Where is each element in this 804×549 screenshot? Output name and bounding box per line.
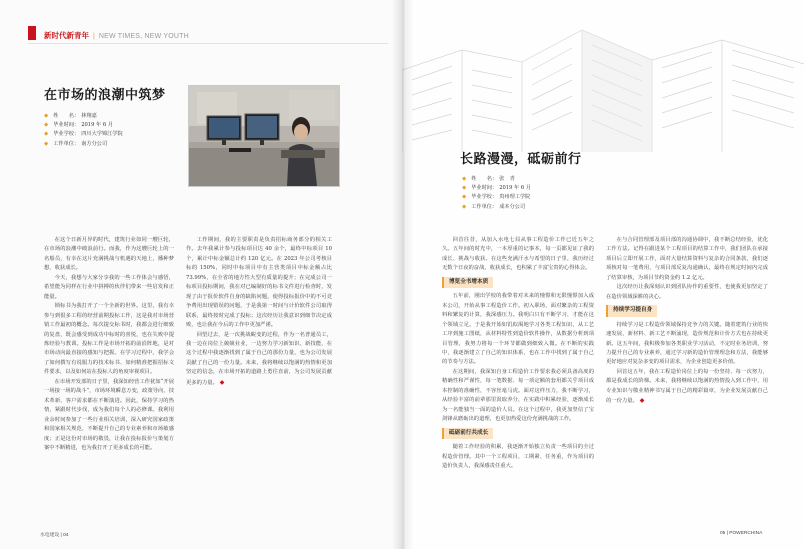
info-row xyxy=(462,184,531,193)
info-key: 毕业学校： xyxy=(471,194,498,201)
info-key: 姓 名： xyxy=(471,176,498,182)
info-key: 工作单位： xyxy=(53,140,80,147)
info-row xyxy=(44,140,123,149)
info-key: 毕业时间： xyxy=(53,122,80,129)
paragraph-text: 持续学习是工程造价领域保持竞争力的关键。随着建筑行业的快速发展，新材料、新工艺不断涌现，造价规范和计价方式也在持续更新。这五年间，我积极参加各类职业学习活动，不定时业务培训，努力提升自己的专业素养，通过学习新的造价管理理念和方法，我能够更好地应对复杂多变的项目需求，为企业创造更多价值。 xyxy=(606,321,768,366)
info-key: 毕业学校： xyxy=(53,131,80,138)
paragraph-text: 回望过去，是一次挑战蜕变的过程，作为一名普通员工，我一边在岗位上兢兢业业，一边努力学习新知识、新技能，在这个过程中我逐渐找到了属于自己的那份力量，也为公司发展贡献了自己的一份力量。未来，我将继续以饱满的热情和更加坚定的信念，在市场开拓的道路上勇往直前，为公司发展贡献更多的力量。 xyxy=(186,331,332,386)
bullet-diamond-icon: ◆ xyxy=(44,122,49,129)
info-row xyxy=(44,130,123,139)
end-mark-icon: ◆ xyxy=(217,378,225,386)
section-heading: 砥砺前行共成长 xyxy=(442,428,493,439)
right-footer: 05 | POWERCHINA xyxy=(720,531,763,536)
info-value: 2019 年 6 月 xyxy=(81,122,114,129)
paragraph-text: 在这期间，我深知自身工程造价工作要求我必须具备高度的精确性和严谨性，每一笔数据、每一项定额的套用都关乎项目成本控制的准确性，不容丝毫马虎。面对这样压力，我不断学习，从经验丰富的前辈那里汲取养分，在实践中积累经验，逐渐成长为一名能独当一面的造价人员。在这个过程中，我更加坚信了宝剑锋从磨砺出的道理，也更加热爱这份充满挑战的工作。 xyxy=(442,368,594,423)
right-article-column-2 xyxy=(606,236,768,407)
info-row xyxy=(462,203,531,212)
paragraph-text: 随着工作经验的积累，我逐渐开始独立负责一些项目的全过程造价管理。其中一个工程项目，工期紧、任务重，作为项目的造价负责人，我深感责任重大。 xyxy=(442,444,594,469)
info-row xyxy=(462,193,531,202)
paragraph xyxy=(606,236,768,283)
info-value: 南方分公司 xyxy=(81,140,108,147)
info-value: 林翔嘉 xyxy=(81,113,97,119)
building-illustration xyxy=(402,0,804,152)
paragraph-text: 锁标书为我打开了一个全新的世界。这里，我有幸参与到很多工程的经营前期投标工作，这是我对市场营销工作最初的概念。每次提交标书时，我都会进行细致的复盘，既会感受到成功中标时的喜悦，也在失败中提炼经验与教训。投标工作是市场开拓的前沿阵地，是对市场动向最直接的感知与把握。在学习过程中，我学会了如何撰写有说服力的技术标书、如何精准把握招标文件要求，以及如何站在投标人的角度审视项目。 xyxy=(44,303,174,376)
bullet-diamond-icon: ◆ xyxy=(462,203,467,210)
header-separator: | xyxy=(93,33,95,40)
paragraph-text: 工作期间，我的主要职责是负责招标商务部分的相关工作。去年我累计参与投标项目达 40 余个，最终中标项目 10 个，累计中标金额总计约 120 亿元。在 2023 年公司考核目标的 150%，同时中标项目中有主营类项目中标金额占比 73.99%，在全省的地方性大型有质量的提升；在完成公司一标项目投标期间，我在对已编制好的标书文件进行检查时，发现了由于报价软件自身的缺陷问题，使得投标报价中的不可竞争费用出现错误的问题，于是我第一时间与计价软件公司取得联系，最终按时完成了投标；这次经历让我意识到细节决定成败，也让我在今后的工作中更加严谨。 xyxy=(186,237,332,329)
paragraph-text: 这次经历让我深刻认识到团队协作的重要性，也使我更加坚定了在造价领域深耕的决心。 xyxy=(606,284,768,300)
paragraph xyxy=(44,274,174,302)
paragraph xyxy=(442,236,594,274)
info-value: 四川大学锦江学院 xyxy=(81,131,123,138)
header-rule xyxy=(28,43,388,44)
paragraph xyxy=(186,236,332,331)
left-page-header xyxy=(44,30,189,41)
info-row xyxy=(44,112,123,121)
paragraph xyxy=(186,331,332,389)
info-value: 2019 年 6 月 xyxy=(499,185,532,192)
paragraph xyxy=(44,378,174,454)
paragraph xyxy=(442,368,594,425)
end-mark-icon: ◆ xyxy=(637,397,645,405)
info-row xyxy=(44,121,123,130)
article-title: 长路漫漫，砥砺前行 xyxy=(460,152,582,167)
page-gutter-shadow xyxy=(392,0,414,549)
paragraph xyxy=(44,236,174,274)
paragraph xyxy=(606,368,768,407)
section-heading: 博览全书增本质 xyxy=(442,277,493,288)
paragraph xyxy=(442,292,594,368)
paragraph-text: 回首往昔，从加入水电七局从事工程造价工作已近五年之久。五年间的时光中，一本厚重的记事本，每一页都见证了我的成长、挑战与收获。在这些充满汗水与希望的日子里，我历经过无数个日夜的奋战，收获成长，也积累了丰富宝贵的心得体会。 xyxy=(442,237,594,272)
paragraph-text: 回首这五年，我在工程造价岗位上的每一份坚持、每一次努力，都是我成长的阶梯。未来，我将继续以饱满的热情投入到工作中，用专业知识与敬业精神书写属于自己的精彩篇章，为企业发展贡献自己的一份力量。 xyxy=(606,368,768,405)
paragraph-text: 在与合同管理部及项目部的沟通协调中，我不断总结经验，优化工作方法。记得在跟进某个工程项目的结算工作中，我们团队在承接项目后立即开展工作，面对大量结算资料与复杂的合同条款，我们逐项核对每一笔费用，与项目部反复沟通确认，最终在规定时间内完成了结算审核，为项目节约资金约 1.2 亿元。 xyxy=(606,237,768,281)
bullet-diamond-icon: ◆ xyxy=(44,140,49,147)
info-key: 姓 名： xyxy=(53,113,80,119)
bullet-diamond-icon: ◆ xyxy=(44,131,49,138)
paragraph-text: 在市场开发部的日子里，我深知经营工作犹如“开展一场接一场的战斗”，市场环境瞬息万变，政策导向、技术革新、客户需求都在不断演进。因此，保持学习的热情，紧跟时代步伐，成为我们每个人的必修课。我利用业余时间参加了一些行业相关培训，深入研究国家政策和国家相关规范，不断提升自己的专业素养和市场敏感度；正是这份对市场的敬畏，让我在投标报价与策划方案中不断精进，也为我打开了更多成长的可能。 xyxy=(44,378,174,451)
bullet-diamond-icon: ◆ xyxy=(462,185,467,192)
info-row xyxy=(462,175,531,184)
paragraph xyxy=(606,283,768,302)
paragraph xyxy=(606,321,768,368)
info-value: 贵州理工学院 xyxy=(499,194,531,201)
header-title-en: NEW TIMES, NEW YOUTH xyxy=(98,33,189,40)
author-info xyxy=(44,112,123,149)
bullet-diamond-icon: ◆ xyxy=(462,194,467,201)
paragraph xyxy=(44,302,174,378)
paragraph-text: 五年前，刚出学校的我带着对未来的憧憬和无限憧憬加入成本公司，开始从事工程造价工作。初入职场，面对繁杂的工程资料和繁复的计算，我深感压力。我明白只有不断学习，才能在这个领域立足。于是我开始如饥似渴地学习各类工程知识，从工艺工序到施工图纸，从材料特性到造价软件操作，从数据分析到项目管理，我努力将每一个环节都做到细致入微。在不断的实践中，我逐渐建立了自己的知识体系，也在工作中找到了属于自己的节奏与方法。 xyxy=(442,293,594,366)
office-photo-image xyxy=(189,86,339,186)
right-article-column-1 xyxy=(442,236,594,471)
paragraph-text: 在这个日新月异的时代，建筑行业如同一艘巨轮，在市场的浪潮中破浪前行。而我，作为这艘巨轮上的一名船员，有幸在这片充满挑战与机遇的天地上，播种梦想，收获成长。 xyxy=(44,237,174,272)
info-value: 成本分公司 xyxy=(499,203,526,210)
left-article-column-2 xyxy=(186,236,332,388)
info-value: 张 青 xyxy=(499,176,515,182)
left-footer: 水电建设 | 04 xyxy=(40,533,69,538)
paragraph xyxy=(442,443,594,471)
paragraph-text: 今天，我想与大家分享我的一些工作体会与感悟，希望能为同样在行业中拼搏的伙伴们带来一些启发和正能量。 xyxy=(44,274,174,300)
author-photo xyxy=(188,85,340,187)
building-sketch-image xyxy=(402,0,804,152)
bullet-diamond-icon: ◆ xyxy=(44,113,49,119)
bullet-diamond-icon: ◆ xyxy=(462,176,467,182)
author-info xyxy=(462,175,531,212)
article-title: 在市场的浪潮中筑梦 xyxy=(44,88,166,103)
header-title-cn: 新时代新青年 xyxy=(44,31,89,40)
header-accent-bar xyxy=(28,26,36,40)
section-heading: 持续学习提自身 xyxy=(606,305,657,316)
info-key: 工作单位： xyxy=(471,203,498,210)
left-article-column-1 xyxy=(44,236,174,453)
info-key: 毕业时间： xyxy=(471,185,498,192)
